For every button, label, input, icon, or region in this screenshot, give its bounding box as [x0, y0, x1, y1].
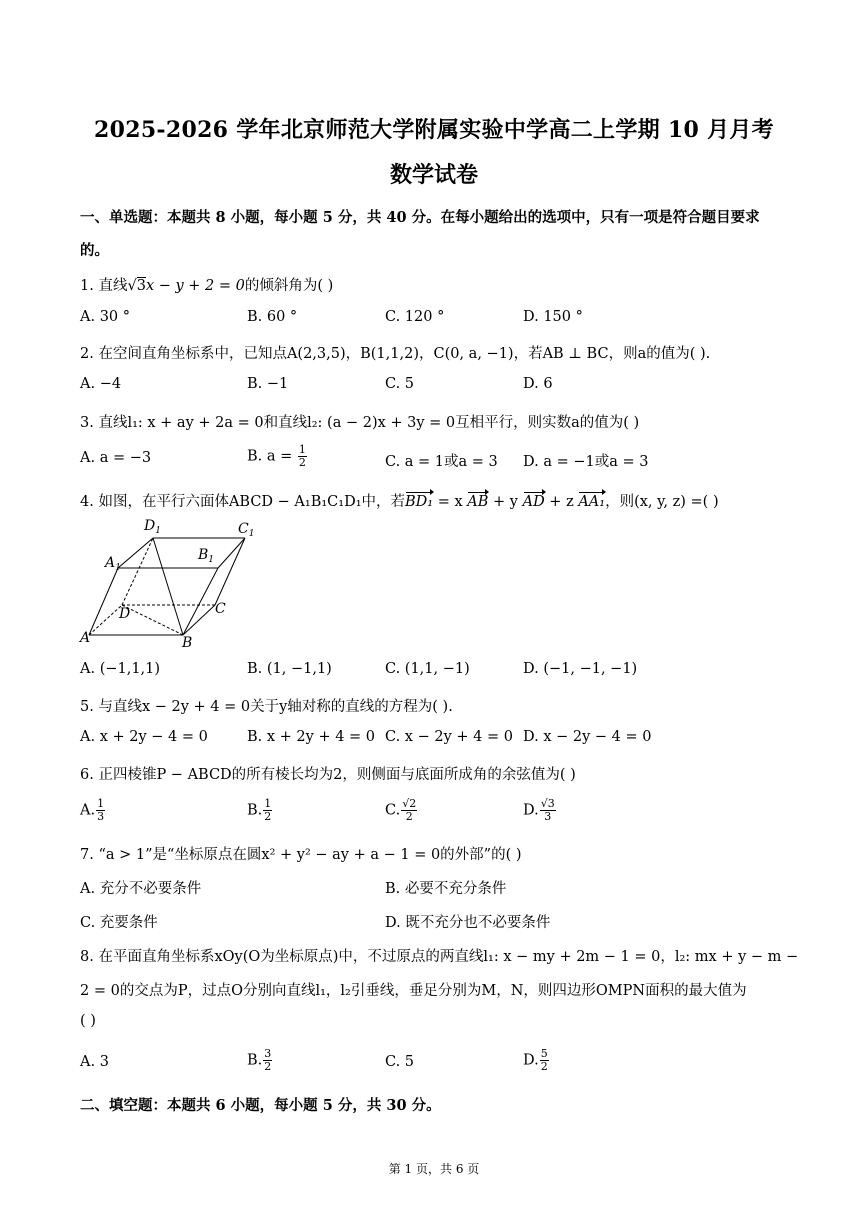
vector-ad: AD — [522, 494, 545, 510]
fraction-denominator: 2 — [540, 1060, 548, 1073]
q4-stem — [80, 490, 719, 511]
sqrt-symbol: √ — [127, 278, 137, 294]
q7-option-c: C. 充要条件 — [80, 915, 158, 931]
q4-option-a: A. (−1,1,1) — [80, 661, 161, 677]
fraction-denominator: 2 — [405, 810, 413, 823]
vector-bd1: BD₁ — [405, 494, 434, 510]
edge-dd1 — [122, 538, 153, 605]
label-b: B — [182, 635, 193, 650]
page-footer: 第 1 页，共 6 页 — [388, 1162, 480, 1176]
q5-option-b: B. x + 2y + 4 = 0 — [247, 729, 376, 745]
label-a1: $A_1$ — [105, 555, 121, 573]
q5-stem: 5. 与直线x − 2y + 4 = 0关于y轴对称的直线的方程为( ). — [80, 699, 453, 715]
q2-option-a: A. −4 — [80, 376, 122, 392]
exam-subtitle: 数学试卷 — [389, 162, 478, 188]
q4-option-c: C. (1,1, −1) — [385, 661, 470, 677]
q2-stem: 2. 在空间直角坐标系中，已知点A(2,3,5)，B(1,1,2)，C(0, a, −1)，若AB ⊥ BC，则a的值为( ). — [80, 346, 711, 362]
fraction-numerator: 1 — [264, 797, 272, 810]
fraction-denominator: 2 — [264, 810, 272, 823]
edge-a1d1 — [118, 538, 153, 568]
q6-stem: 6. 正四棱锥P − ABCD的所有棱长均为2，则侧面与底面所成角的余弦值为( ) — [80, 767, 576, 783]
exam-title: 2025-2026 学年北京师范大学附属实验中学高二上学期 10 月月考 — [94, 117, 774, 143]
q3-stem: 3. 直线l₁: x + ay + 2a = 0和直线l₂: (a − 2)x + 3y = 0互相平行，则实数a的值为( ) — [80, 415, 640, 431]
q4-option-d: D. (−1, −1, −1) — [523, 661, 638, 677]
q4-stem-b: = x — [433, 494, 468, 510]
q4-stem-c: + y — [488, 494, 523, 510]
q8-option-a: A. 3 — [80, 1054, 109, 1070]
q6-option-c — [385, 798, 418, 823]
q8-option-d-fraction — [540, 1048, 549, 1073]
q1-stem — [80, 274, 333, 295]
q1-stem-d: 的倾斜角为( ) — [244, 278, 334, 294]
q2-option-c: C. 5 — [385, 376, 415, 392]
q1-option-b: B. 60 ° — [247, 309, 298, 325]
label-c1: $C_1$ — [238, 521, 255, 539]
q5-option-c: C. x − 2y + 4 = 0 — [385, 729, 513, 745]
section1-header-line2: 的。 — [80, 242, 109, 259]
q4-option-b: B. (1, −1,1) — [247, 661, 332, 677]
fraction-numerator: √3 — [540, 797, 555, 810]
q1-equation: x − y + 2 = 0 — [145, 278, 245, 294]
q6-option-a-fraction — [96, 798, 105, 823]
q3-option-b-fraction — [298, 444, 307, 469]
q6-option-b — [247, 798, 273, 823]
q7-option-b: B. 必要不充分条件 — [385, 881, 507, 897]
fraction-numerator: 3 — [264, 1047, 272, 1060]
edge-bc — [183, 605, 215, 635]
q3-option-b — [247, 444, 308, 469]
fraction-denominator: 2 — [298, 456, 306, 469]
q5-option-d: D. x − 2y − 4 = 0 — [523, 729, 652, 745]
q7-option-d: D. 既不充分也不必要条件 — [385, 915, 551, 931]
diagonal-bd — [122, 605, 183, 635]
q1-option-a: A. 30 ° — [80, 309, 130, 325]
diagonal-bd1 — [153, 538, 183, 635]
q2-option-b: B. −1 — [247, 376, 289, 392]
q1-option-c: C. 120 ° — [385, 309, 445, 325]
q6-option-c-fraction — [401, 798, 417, 823]
q8-stem-line1: 8. 在平面直角坐标系xOy(O为坐标原点)中，不过原点的两直线l₁: x − my + 2m − 1 = 0，l₂: mx + y − m − — [80, 949, 799, 965]
q6-option-d — [523, 798, 557, 823]
q6-option-b-fraction — [263, 798, 272, 823]
q8-option-d-pre: D. — [523, 1052, 539, 1069]
edge-bb1 — [183, 568, 218, 635]
q8-option-d — [523, 1048, 550, 1073]
fraction-denominator: 3 — [544, 810, 552, 823]
q8-stem-line3: ( ) — [80, 1013, 96, 1029]
vector-aa1: AA₁ — [578, 494, 606, 510]
q6-option-a — [80, 798, 106, 823]
q4-stem-d: + z — [544, 494, 579, 510]
label-d: D — [119, 606, 131, 622]
q8-option-c: C. 5 — [385, 1054, 415, 1070]
q3-option-c: C. a = 1或a = 3 — [385, 454, 498, 470]
q6-option-d-pre: D. — [523, 802, 539, 819]
label-b1: $B_1$ — [198, 547, 215, 565]
q8-option-b-fraction — [263, 1048, 272, 1073]
q1-stem-a: 1. 直线 — [80, 278, 128, 294]
q6-option-d-fraction — [540, 798, 556, 823]
fraction-numerator: √2 — [402, 797, 417, 810]
q5-option-a: A. x + 2y − 4 = 0 — [80, 729, 208, 745]
fraction-denominator: 3 — [97, 810, 105, 823]
fraction-numerator: 1 — [97, 797, 105, 810]
q3-option-a: A. a = −3 — [80, 450, 152, 466]
edge-b1c1 — [218, 538, 245, 568]
edge-cc1 — [215, 538, 245, 605]
label-c: C — [215, 601, 226, 617]
q6-option-b-pre: B. — [247, 802, 263, 819]
q7-stem: 7. “a > 1”是“坐标原点在圆x² + y² − ay + a − 1 = 0的外部”的( ) — [80, 847, 522, 863]
label-a: A — [80, 630, 91, 646]
parallelepiped-figure — [78, 515, 263, 650]
section1-header-line1: 一、单选题：本题共 8 小题，每小题 5 分，共 40 分。在每小题给出的选项中，只有一项是符合题目要求 — [80, 209, 760, 226]
q4-stem-e: ，则(x, y, z) =( ) — [605, 494, 719, 510]
label-d1: $D_1$ — [144, 518, 161, 536]
section2-header: 二、填空题：本题共 6 小题，每小题 5 分，共 30 分。 — [80, 1097, 441, 1114]
q8-option-b-pre: B. — [247, 1052, 263, 1069]
q3-option-b-pre: B. a = — [247, 448, 297, 465]
q1-option-d: D. 150 ° — [523, 309, 583, 325]
fraction-numerator: 1 — [298, 443, 306, 456]
q7-option-a: A. 充分不必要条件 — [80, 881, 202, 897]
q6-option-a-pre: A. — [80, 802, 96, 819]
edge-ad — [89, 605, 122, 635]
q6-option-c-pre: C. — [385, 802, 401, 819]
q4-stem-a: 4. 如图，在平行六面体ABCD − A₁B₁C₁D₁中，若 — [80, 494, 406, 510]
fraction-numerator: 5 — [540, 1047, 548, 1060]
q8-option-b — [247, 1048, 273, 1073]
fraction-denominator: 2 — [264, 1060, 272, 1073]
edge-aa1 — [89, 568, 118, 635]
q1-sqrt-arg: 3 — [136, 278, 146, 294]
q8-stem-line2: 2 = 0的交点为P，过点O分别向直线l₁，l₂引垂线，垂足分别为M，N，则四边形OMPN面积的最大值为 — [80, 983, 747, 999]
q3-option-d: D. a = −1或a = 3 — [523, 454, 649, 470]
vector-ab: AB — [467, 494, 489, 510]
q2-option-d: D. 6 — [523, 376, 553, 392]
